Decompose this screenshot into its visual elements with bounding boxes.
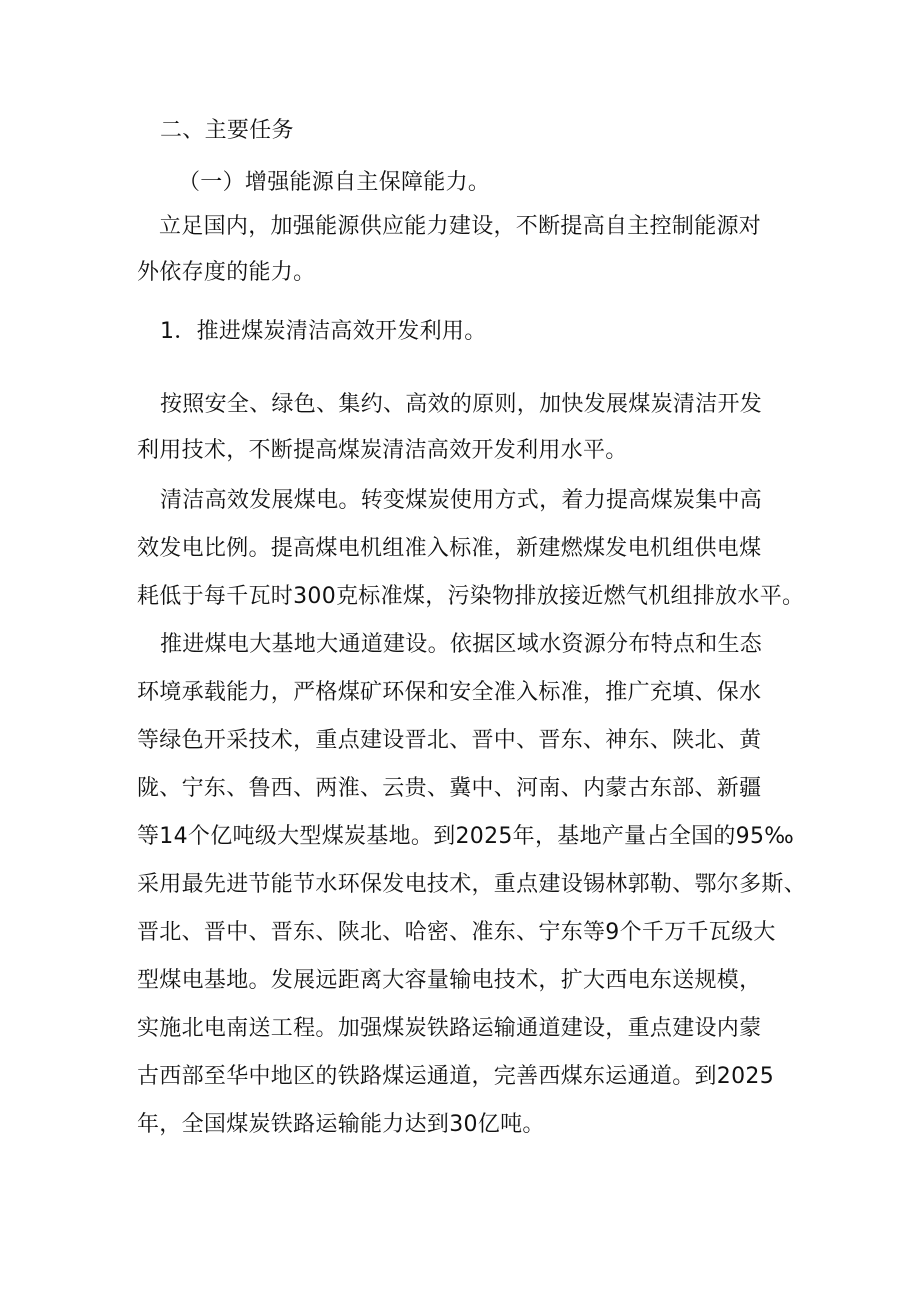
paragraph3-line-2: 环境承载能力，严格煤矿环保和安全准入标准，推广充填、保水 (137, 680, 762, 705)
subsection-heading: （一）增强能源自主保障能力。 (178, 170, 491, 195)
paragraph3-line-6: 采用最先进节能节水环保发电技术，重点建设锡林郭勒、鄂尔多斯、 (137, 872, 807, 897)
paragraph2-line-2: 效发电比例。提高煤电机组准入标准，新建燃煤发电机组供电煤 (137, 536, 762, 561)
paragraph3-line-1: 推进煤电大基地大通道建设。依据区域水资源分布特点和生态 (160, 632, 763, 657)
paragraph3-line-7: 晋北、晋中、晋东、陕北、哈密、准东、宁东等9个千万千瓦级大 (137, 920, 776, 945)
paragraph3-line-11: 年，全国煤炭铁路运输能力达到30亿吨。 (137, 1112, 545, 1137)
paragraph2-line-3: 耗低于每千瓦时300克标准煤，污染物排放接近燃气机组排放水平。 (137, 584, 805, 609)
paragraph3-line-8: 型煤电基地。发展远距离大容量输电技术，扩大西电东送规模， (137, 968, 762, 993)
item-heading: 1．推进煤炭清洁高效开发利用。 (160, 319, 487, 344)
paragraph1-line-2: 利用技术，不断提高煤炭清洁高效开发利用水平。 (137, 438, 628, 463)
intro-line-1: 立足国内，加强能源供应能力建设，不断提高自主控制能源对 (159, 214, 762, 239)
intro-line-2: 外依存度的能力。 (137, 260, 316, 285)
paragraph3-line-4: 陇、宁东、鲁西、两淮、云贵、冀中、河南、内蒙古东部、新疆 (137, 776, 762, 801)
paragraph3-line-10: 古西部至华中地区的铁路煤运通道，完善西煤东运通道。到2025 (137, 1064, 774, 1089)
paragraph1-line-1: 按照安全、绿色、集约、高效的原则，加快发展煤炭清洁开发 (160, 392, 763, 417)
section-heading: 二、主要任务 (160, 118, 294, 143)
paragraph3-line-5: 等14个亿吨级大型煤炭基地。到2025年，基地产量占全国的95‰ (137, 824, 795, 849)
paragraph3-line-9: 实施北电南送工程。加强煤炭铁路运输通道建设，重点建设内蒙 (137, 1016, 762, 1041)
paragraph2-line-1: 清洁高效发展煤电。转变煤炭使用方式，着力提高煤炭集中高 (160, 488, 763, 513)
paragraph3-line-3: 等绿色开采技术，重点建设晋北、晋中、晋东、神东、陕北、黄 (137, 728, 762, 753)
